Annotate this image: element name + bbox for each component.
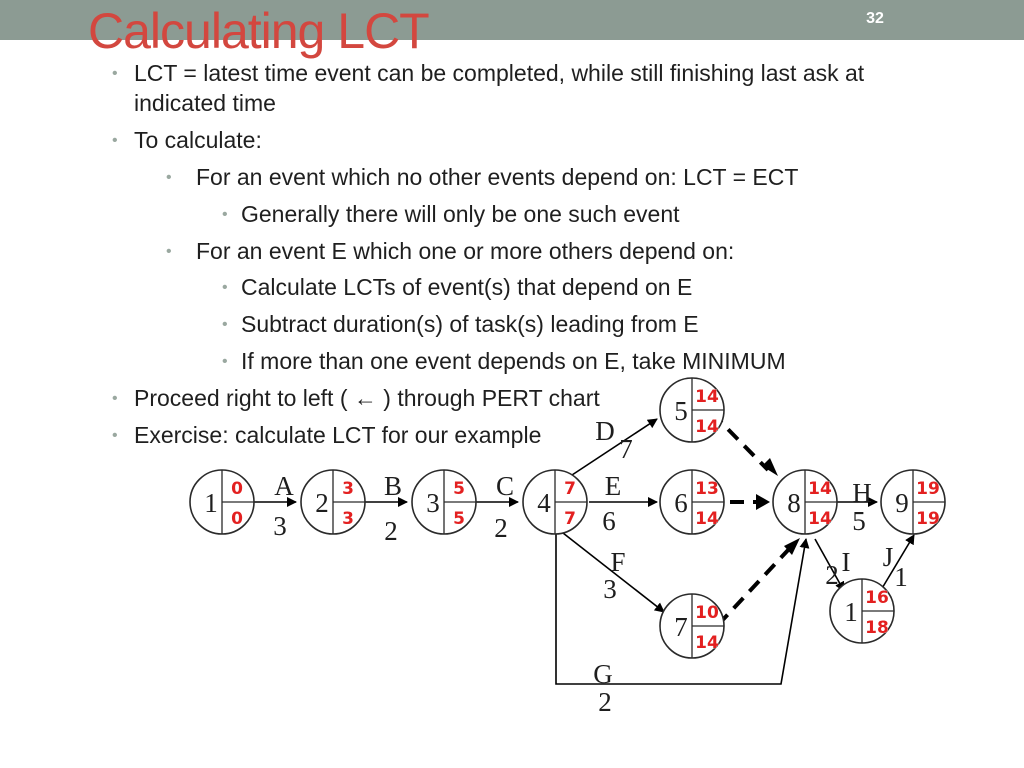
- task-E-duration: 6: [602, 506, 616, 536]
- task-H-duration: 5: [852, 506, 866, 536]
- event-node-10: [830, 579, 894, 643]
- bullet-item: Exercise: calculate LCT for our example: [134, 422, 542, 448]
- event-lct: 7: [564, 509, 576, 529]
- bullet-dot: •: [222, 353, 228, 370]
- event-ect: 14: [695, 387, 719, 407]
- bullet-dot: •: [222, 206, 228, 223]
- event-id: 4: [537, 488, 551, 518]
- event-lct: 14: [808, 509, 832, 529]
- event-ect: 3: [342, 479, 354, 499]
- bullet-item: For an event E which one or more others depend on:: [196, 238, 735, 264]
- bullet-item: Proceed right to left ( ← ) through PERT chart: [134, 385, 600, 411]
- event-node-1: [190, 470, 254, 534]
- bullet-item: For an event which no other events depend on: LCT = ECT: [196, 164, 799, 190]
- task-I-name: I: [841, 547, 851, 577]
- event-ect: 14: [808, 479, 832, 499]
- event-id: 1: [844, 597, 858, 627]
- event-id: 9: [895, 488, 909, 518]
- dummy-arrowhead: [762, 458, 778, 476]
- bullet-item: LCT = latest time event can be completed, while still finishing last ask at: [134, 60, 865, 86]
- event-node-7: [660, 594, 724, 658]
- task-H-name: H: [852, 478, 872, 508]
- event-node-8: [773, 470, 837, 534]
- event-lct: 14: [695, 633, 719, 653]
- event-id: 6: [674, 488, 688, 518]
- task-D-name: D: [595, 416, 615, 446]
- task-C-duration: 2: [494, 513, 508, 543]
- slide-title: Calculating LCT: [88, 3, 429, 59]
- task-F-duration: 3: [603, 574, 617, 604]
- page-number: 32: [866, 10, 884, 27]
- task-A-duration: 3: [273, 511, 287, 541]
- event-node-6: [660, 470, 724, 534]
- event-node-2: [301, 470, 365, 534]
- bullet-dot: •: [166, 243, 172, 260]
- event-lct: 18: [865, 618, 889, 638]
- bullet-item: To calculate:: [134, 127, 262, 153]
- task-B-duration: 2: [384, 516, 398, 546]
- bullet-dot: •: [222, 316, 228, 333]
- event-nodes: [190, 378, 945, 658]
- task-B-name: B: [383, 471, 403, 501]
- event-lct: 14: [695, 509, 719, 529]
- task-labels: [273, 416, 908, 717]
- bullet-dot: •: [112, 65, 118, 82]
- event-ect: 16: [865, 588, 889, 608]
- bullet-dot: •: [112, 132, 118, 149]
- task-C-name: C: [495, 471, 515, 501]
- event-lct: 3: [342, 509, 354, 529]
- bullet-item-continuation: indicated time: [134, 90, 276, 116]
- task-J-name: J: [882, 542, 894, 572]
- event-id: 3: [426, 488, 440, 518]
- bullet-item: Subtract duration(s) of task(s) leading from E: [241, 311, 699, 337]
- event-ect: 5: [453, 479, 465, 499]
- event-node-3: [412, 470, 476, 534]
- event-ect: 0: [231, 479, 243, 499]
- task-I-duration: 2: [825, 560, 839, 590]
- event-ect: 19: [916, 479, 940, 499]
- dummy-arrowhead: [756, 494, 770, 510]
- task-E-name: E: [604, 471, 622, 501]
- dummy-edge-7-8: [718, 548, 790, 625]
- event-id: 2: [315, 488, 329, 518]
- bullet-dot: •: [166, 169, 172, 186]
- edges: [254, 419, 914, 684]
- event-node-9: [881, 470, 945, 534]
- event-ect: 10: [695, 603, 719, 623]
- event-node-4: [523, 470, 587, 534]
- event-id: 5: [674, 396, 688, 426]
- event-lct: 5: [453, 509, 465, 529]
- task-G-name: G: [593, 659, 613, 689]
- event-ect: 13: [695, 479, 719, 499]
- task-D-duration: 7: [619, 434, 633, 464]
- task-G-duration: 2: [598, 687, 612, 717]
- bullet-dot: •: [222, 279, 228, 296]
- event-id: 1: [204, 488, 218, 518]
- task-A-name: A: [274, 471, 294, 501]
- task-F-name: F: [610, 547, 626, 577]
- bullet-dot: •: [112, 390, 118, 407]
- bullet-dot: •: [112, 427, 118, 444]
- event-ect: 7: [564, 479, 576, 499]
- task-J-duration: 1: [894, 562, 908, 592]
- event-id: 8: [787, 488, 801, 518]
- bullet-item: Calculate LCTs of event(s) that depend on E: [241, 274, 693, 300]
- event-node-5: [660, 378, 724, 442]
- bullet-item: Generally there will only be one such event: [241, 201, 680, 227]
- bullet-item: If more than one event depends on E, take MINIMUM: [241, 348, 786, 374]
- event-lct: 19: [916, 509, 940, 529]
- event-id: 7: [674, 612, 688, 642]
- event-lct: 0: [231, 509, 243, 529]
- event-lct: 14: [695, 417, 719, 437]
